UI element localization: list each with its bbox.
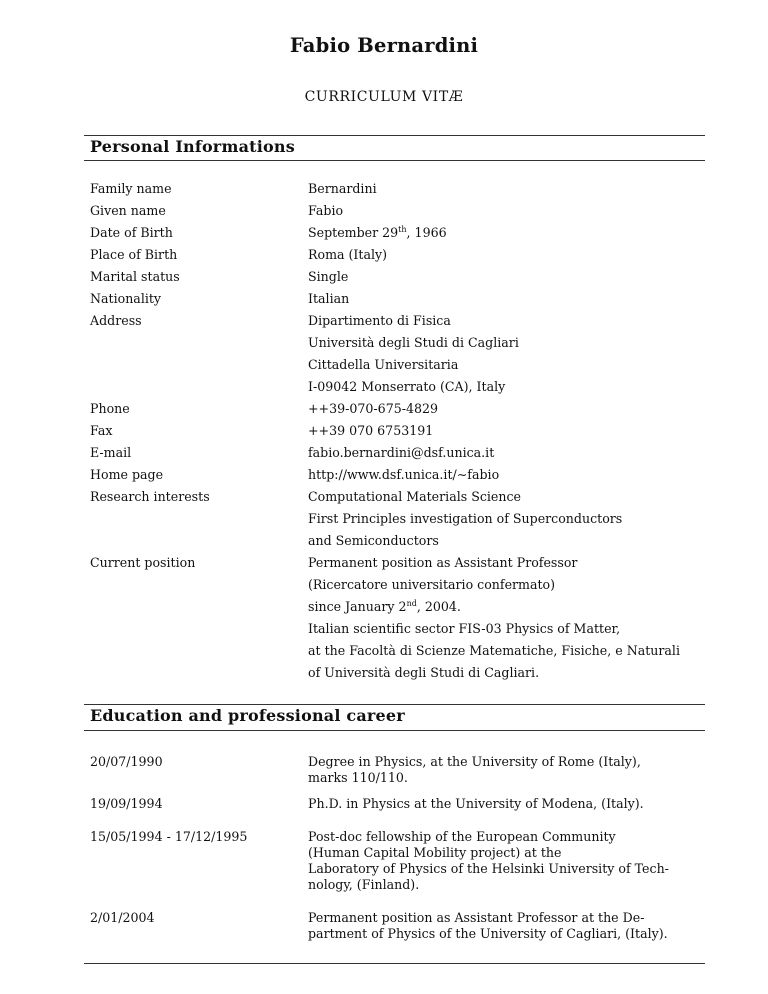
label-phone: Phone [90,401,130,416]
value-position-line-3 [308,596,461,618]
education-entry-date: 20/07/1990 [90,754,163,769]
label-fax: Fax [90,423,113,438]
value-position-line-1: Permanent position as Assistant Professor [308,555,578,570]
label-research-interests: Research interests [90,489,210,504]
label-date-of-birth: Date of Birth [90,225,173,240]
education-entry-line: nology, (Finland). [308,877,420,892]
value-fax: ++39 070 6753191 [308,423,434,438]
education-entry-text [308,829,674,893]
value-address-line-1: Dipartimento di Fisica [308,313,451,328]
label-nationality: Nationality [90,291,162,306]
education-entry-line: Post-doc fellowship of the European Community [308,829,616,844]
label-marital-status: Marital status [90,269,180,284]
value-research-line-2: First Principles investigation of Superconductors [308,511,623,526]
cv-subtitle: CURRICULUM VITÆ [304,89,464,105]
position-line-3-superscript: nd [406,598,417,608]
education-entry-text [308,910,674,942]
label-home-page: Home page [90,467,164,482]
label-address: Address [90,313,142,328]
section-heading-education: Education and professional career [90,706,405,725]
section-rule-bottom [84,730,705,731]
education-entry-line: Permanent position as Assistant Professor at the De- [308,910,645,925]
value-date-of-birth [308,222,447,244]
education-entry-line: Degree in Physics, at the University of Rome (Italy), [308,754,641,769]
education-entry-line: Laboratory of Physics of the Helsinki University of Tech- [308,861,669,876]
value-email[interactable]: fabio.bernardini@dsf.unica.it [308,445,495,460]
value-address-line-2: Università degli Studi di Cagliari [308,335,519,350]
value-family-name: Bernardini [308,181,377,196]
label-email: E-mail [90,445,132,460]
value-position-line-5: at the Facoltà di Scienze Matematiche, Fisiche, e Naturali [308,643,680,658]
education-entry-text [308,796,674,812]
value-research-line-3: and Semiconductors [308,533,439,548]
value-address-line-4: I-09042 Monserrato (CA), Italy [308,379,506,394]
education-entry-date: 2/01/2004 [90,910,155,925]
value-phone: ++39-070-675-4829 [308,401,439,416]
value-nationality: Italian [308,291,350,306]
education-entry-text [308,754,674,786]
label-current-position: Current position [90,555,196,570]
position-line-3-main: since January 2 [308,599,407,614]
education-entry-line: (Human Capital Mobility project) at the [308,845,562,860]
value-marital-status: Single [308,269,349,284]
education-entry-line: partment of Physics of the University of Cagliari, (Italy). [308,926,668,941]
value-home-page[interactable]: http://www.dsf.unica.it/∼fabio [308,467,500,482]
page-footer-rule [84,963,705,964]
cv-name: Fabio Bernardini [289,34,479,57]
value-position-line-4: Italian scientific sector FIS-03 Physics of Matter, [308,621,621,636]
label-place-of-birth: Place of Birth [90,247,178,262]
dob-superscript: th [398,224,407,234]
dob-main: September 29 [308,225,399,240]
value-given-name: Fabio [308,203,344,218]
label-family-name: Family name [90,181,172,196]
section-rule-bottom [84,160,705,161]
education-entry-line: marks 110/110. [308,770,408,785]
section-rule-top [84,135,705,136]
section-rule-top [84,704,705,705]
education-entry-date: 19/09/1994 [90,796,163,811]
value-place-of-birth: Roma (Italy) [308,247,388,262]
value-address-line-3: Cittadella Universitaria [308,357,459,372]
value-position-line-2: (Ricercatore universitario confermato) [308,577,556,592]
dob-tail: , 1966 [406,225,447,240]
value-research-line-1: Computational Materials Science [308,489,521,504]
value-position-line-6: of Università degli Studi di Cagliari. [308,665,540,680]
section-heading-personal: Personal Informations [90,137,295,156]
education-entry-line: Ph.D. in Physics at the University of Modena, (Italy). [308,796,644,811]
position-line-3-tail: , 2004. [416,599,461,614]
label-given-name: Given name [90,203,166,218]
education-entry-date: 15/05/1994 - 17/12/1995 [90,829,248,844]
